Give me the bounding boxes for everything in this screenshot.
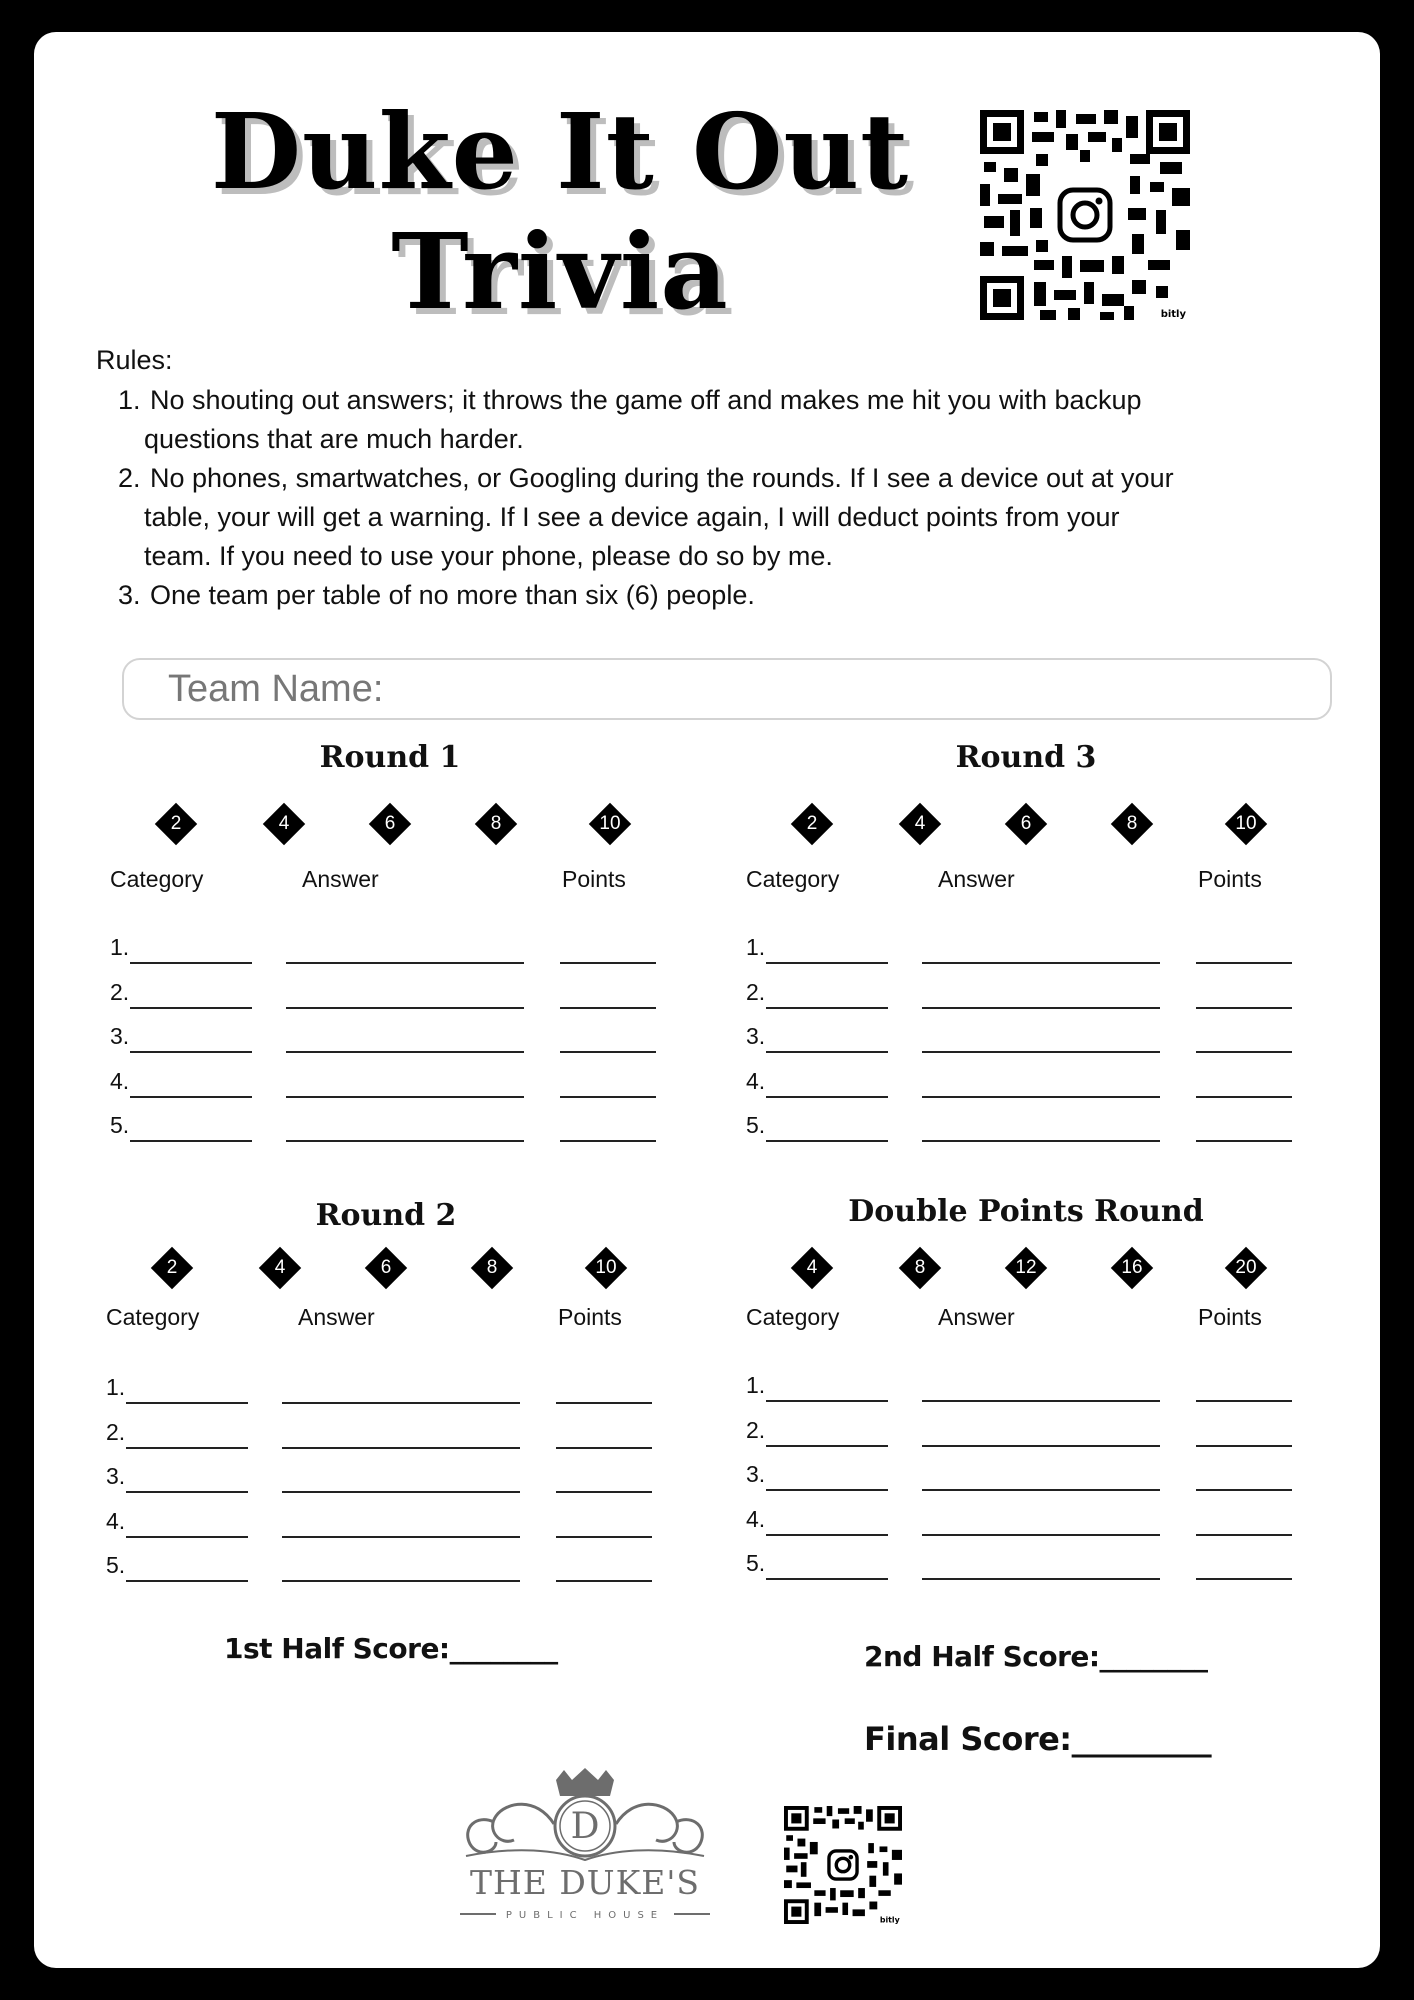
answer-line[interactable]	[922, 1534, 1160, 1536]
point-value: 8	[914, 1257, 926, 1278]
category-header: Category	[110, 866, 204, 892]
category-line[interactable]	[126, 1536, 248, 1538]
point-value-badge	[262, 802, 306, 846]
point-value-badge	[470, 1246, 514, 1290]
qr-code-pattern	[784, 1806, 902, 1924]
category-line[interactable]	[130, 962, 252, 964]
point-value: 2	[166, 1257, 178, 1278]
point-value-badge	[1224, 802, 1268, 846]
answer-row	[110, 979, 670, 1009]
point-value: 16	[1121, 1257, 1143, 1278]
answer-row	[110, 1112, 670, 1142]
answer-row	[110, 1023, 670, 1053]
point-value: 10	[599, 813, 621, 834]
category-line[interactable]	[766, 1096, 888, 1098]
category-line[interactable]	[766, 1489, 888, 1491]
answer-row	[106, 1508, 666, 1538]
category-line[interactable]	[126, 1491, 248, 1493]
answer-line[interactable]	[282, 1447, 520, 1449]
answer-row	[106, 1374, 666, 1404]
answer-line[interactable]	[922, 1400, 1160, 1402]
points-line[interactable]	[1196, 1140, 1292, 1142]
point-value-badge	[898, 802, 942, 846]
row-number: 4.	[106, 1507, 126, 1534]
category-line[interactable]	[766, 1400, 888, 1402]
answer-row	[110, 934, 670, 964]
points-line[interactable]	[560, 1051, 656, 1053]
round-title: Double Points Round	[848, 1194, 1204, 1229]
answer-row	[746, 1372, 1306, 1402]
answer-header: Answer	[938, 866, 1015, 892]
row-number: 5.	[746, 1550, 766, 1576]
point-value-badge	[474, 802, 518, 846]
answer-row	[746, 1550, 1306, 1580]
round-title: Round 2	[315, 1198, 457, 1233]
point-value: 12	[1015, 1257, 1037, 1278]
category-line[interactable]	[130, 1140, 252, 1142]
points-line[interactable]	[1196, 1534, 1292, 1536]
row-number: 3.	[110, 1023, 130, 1049]
point-value: 6	[1020, 813, 1032, 834]
points-line[interactable]	[556, 1536, 652, 1538]
category-header: Category	[746, 1304, 840, 1330]
point-value: 6	[380, 1257, 392, 1278]
points-header: Points	[562, 866, 626, 892]
logo-name: THE DUKE'S	[469, 1863, 701, 1902]
title-line-2: Trivia	[391, 210, 729, 333]
category-header: Category	[106, 1304, 200, 1330]
instagram-icon	[1057, 187, 1113, 243]
row-number: 5.	[106, 1552, 126, 1578]
point-value-badge	[150, 1246, 194, 1290]
points-line[interactable]	[556, 1580, 652, 1582]
answer-row	[106, 1552, 666, 1582]
instagram-icon	[827, 1849, 858, 1880]
round-title: Round 3	[955, 740, 1097, 775]
category-line[interactable]	[126, 1580, 248, 1582]
answer-row	[746, 1417, 1306, 1447]
answer-row	[746, 1068, 1306, 1098]
point-value: 20	[1235, 1257, 1257, 1278]
category-line[interactable]	[766, 962, 888, 964]
answer-row	[106, 1463, 666, 1493]
bitly-label: bitly	[1160, 309, 1186, 320]
answer-header: Answer	[938, 1304, 1015, 1330]
answer-line[interactable]	[922, 1578, 1160, 1580]
point-value-badge	[154, 802, 198, 846]
row-number: 1.	[110, 934, 130, 960]
points-line[interactable]	[1196, 1400, 1292, 1402]
answer-line[interactable]	[286, 962, 524, 964]
points-header: Points	[1198, 866, 1262, 892]
rule-item	[118, 459, 1338, 576]
category-header: Category	[746, 866, 840, 892]
point-value-badge	[1110, 1246, 1154, 1290]
category-line[interactable]	[766, 1007, 888, 1009]
qr-code-pattern	[980, 110, 1190, 320]
category-line[interactable]	[130, 1096, 252, 1098]
rule-text: table, your will get a warning. If I see a device again, I will deduct points from your	[144, 502, 1120, 532]
bitly-label: bitly	[879, 1915, 900, 1924]
category-line[interactable]	[126, 1402, 248, 1404]
points-header: Points	[558, 1304, 622, 1330]
point-value: 10	[595, 1257, 617, 1278]
point-value: 4	[806, 1257, 818, 1278]
row-number: 2.	[746, 978, 766, 1005]
answer-line[interactable]	[922, 1096, 1160, 1098]
category-line[interactable]	[126, 1447, 248, 1449]
points-line[interactable]	[556, 1402, 652, 1404]
points-header: Points	[1198, 1304, 1262, 1330]
row-number: 5.	[746, 1112, 766, 1138]
point-value-badge	[588, 802, 632, 846]
points-line[interactable]	[560, 1140, 656, 1142]
points-line[interactable]	[560, 1096, 656, 1098]
points-line[interactable]	[1196, 1489, 1292, 1491]
team-name-field[interactable]	[122, 658, 1332, 720]
point-value-badge	[1004, 802, 1048, 846]
answer-line[interactable]	[922, 1140, 1160, 1142]
point-value: 2	[170, 813, 182, 834]
point-value-badge	[790, 1246, 834, 1290]
points-line[interactable]	[556, 1447, 652, 1449]
rule-text: No shouting out answers; it throws the game off and makes me hit you with backup	[150, 385, 1142, 415]
answer-row	[746, 1506, 1306, 1536]
rule-text: questions that are much harder.	[144, 424, 524, 454]
point-value-badge	[1110, 802, 1154, 846]
point-value-badge	[1004, 1246, 1048, 1290]
point-value-badge	[368, 802, 412, 846]
rule-item	[118, 576, 1338, 615]
answer-line[interactable]	[286, 1007, 524, 1009]
instagram-qr-code[interactable]	[980, 110, 1190, 320]
row-number: 1.	[106, 1374, 126, 1400]
point-value: 4	[914, 813, 926, 834]
category-line[interactable]	[130, 1007, 252, 1009]
point-value-badge	[790, 802, 834, 846]
answer-line[interactable]	[282, 1580, 520, 1582]
row-number: 3.	[106, 1463, 126, 1489]
answer-row	[110, 1068, 670, 1098]
row-number: 5.	[110, 1112, 130, 1138]
rule-number: 1.	[118, 385, 141, 415]
answer-line[interactable]	[282, 1536, 520, 1538]
answer-line[interactable]	[286, 1140, 524, 1142]
point-value-badge	[258, 1246, 302, 1290]
final-score[interactable]: Final Score:_________	[864, 1720, 1212, 1758]
point-value-badge	[1224, 1246, 1268, 1290]
answer-line[interactable]	[922, 962, 1160, 964]
points-line[interactable]	[560, 962, 656, 964]
row-number: 3.	[746, 1023, 766, 1049]
answer-line[interactable]	[922, 1007, 1160, 1009]
point-value: 2	[806, 813, 818, 834]
row-number: 1.	[746, 1372, 766, 1398]
row-number: 1.	[746, 934, 766, 960]
answer-row	[746, 1112, 1306, 1142]
answer-line[interactable]	[922, 1445, 1160, 1447]
point-value: 8	[486, 1257, 498, 1278]
rule-text: team. If you need to use your phone, please do so by me.	[144, 541, 833, 571]
team-name-label: Team Name:	[168, 668, 384, 710]
answer-header: Answer	[298, 1304, 375, 1330]
points-line[interactable]	[556, 1491, 652, 1493]
answer-row	[746, 1023, 1306, 1053]
dukes-logo	[456, 1766, 714, 1926]
logo-letter: D	[570, 1806, 600, 1847]
crown-crest-icon	[456, 1766, 714, 1926]
category-line[interactable]	[130, 1051, 252, 1053]
answer-header: Answer	[302, 866, 379, 892]
rule-number: 3.	[118, 580, 141, 610]
row-number: 2.	[106, 1418, 126, 1445]
instagram-qr-code-small[interactable]	[784, 1806, 902, 1924]
answer-row	[746, 934, 1306, 964]
points-line[interactable]	[1196, 1096, 1292, 1098]
category-line[interactable]	[766, 1051, 888, 1053]
second-half-score[interactable]: 2nd Half Score:________	[864, 1640, 1208, 1673]
points-line[interactable]	[1196, 1578, 1292, 1580]
category-line[interactable]	[766, 1445, 888, 1447]
rule-text: No phones, smartwatches, or Googling during the rounds. If I see a device out at your	[150, 463, 1174, 493]
point-value-badge	[364, 1246, 408, 1290]
category-line[interactable]	[766, 1140, 888, 1142]
point-value: 10	[1235, 813, 1257, 834]
row-number: 4.	[746, 1067, 766, 1094]
answer-line[interactable]	[282, 1402, 520, 1404]
answer-line[interactable]	[922, 1489, 1160, 1491]
row-number: 3.	[746, 1461, 766, 1487]
point-value: 8	[490, 813, 502, 834]
point-value: 6	[384, 813, 396, 834]
points-line[interactable]	[1196, 1051, 1292, 1053]
answer-row	[746, 1461, 1306, 1491]
answer-line[interactable]	[286, 1051, 524, 1053]
row-number: 2.	[746, 1416, 766, 1443]
point-value: 4	[278, 813, 290, 834]
first-half-score[interactable]: 1st Half Score:________	[224, 1632, 558, 1665]
points-line[interactable]	[1196, 1445, 1292, 1447]
answer-row	[746, 979, 1306, 1009]
round-title: Round 1	[319, 740, 461, 775]
rule-item	[118, 381, 1338, 459]
rule-number: 2.	[118, 463, 141, 493]
point-value: 8	[1126, 813, 1138, 834]
point-value-badge	[898, 1246, 942, 1290]
points-line[interactable]	[1196, 1007, 1292, 1009]
logo-subtitle: PUBLIC HOUSE	[505, 1910, 665, 1921]
point-value: 4	[274, 1257, 286, 1278]
category-line[interactable]	[766, 1578, 888, 1580]
rules-label: Rules:	[96, 345, 173, 375]
row-number: 2.	[110, 978, 130, 1005]
answer-row	[106, 1419, 666, 1449]
title-line-1: Duke It Out	[210, 90, 910, 213]
rules-list	[118, 381, 1338, 615]
answer-line[interactable]	[286, 1096, 524, 1098]
points-line[interactable]	[560, 1007, 656, 1009]
row-number: 4.	[110, 1067, 130, 1094]
answer-line[interactable]	[282, 1491, 520, 1493]
category-line[interactable]	[766, 1534, 888, 1536]
answer-line[interactable]	[922, 1051, 1160, 1053]
rule-text: One team per table of no more than six (6) people.	[150, 580, 755, 610]
point-value-badge	[584, 1246, 628, 1290]
row-number: 4.	[746, 1505, 766, 1532]
points-line[interactable]	[1196, 962, 1292, 964]
